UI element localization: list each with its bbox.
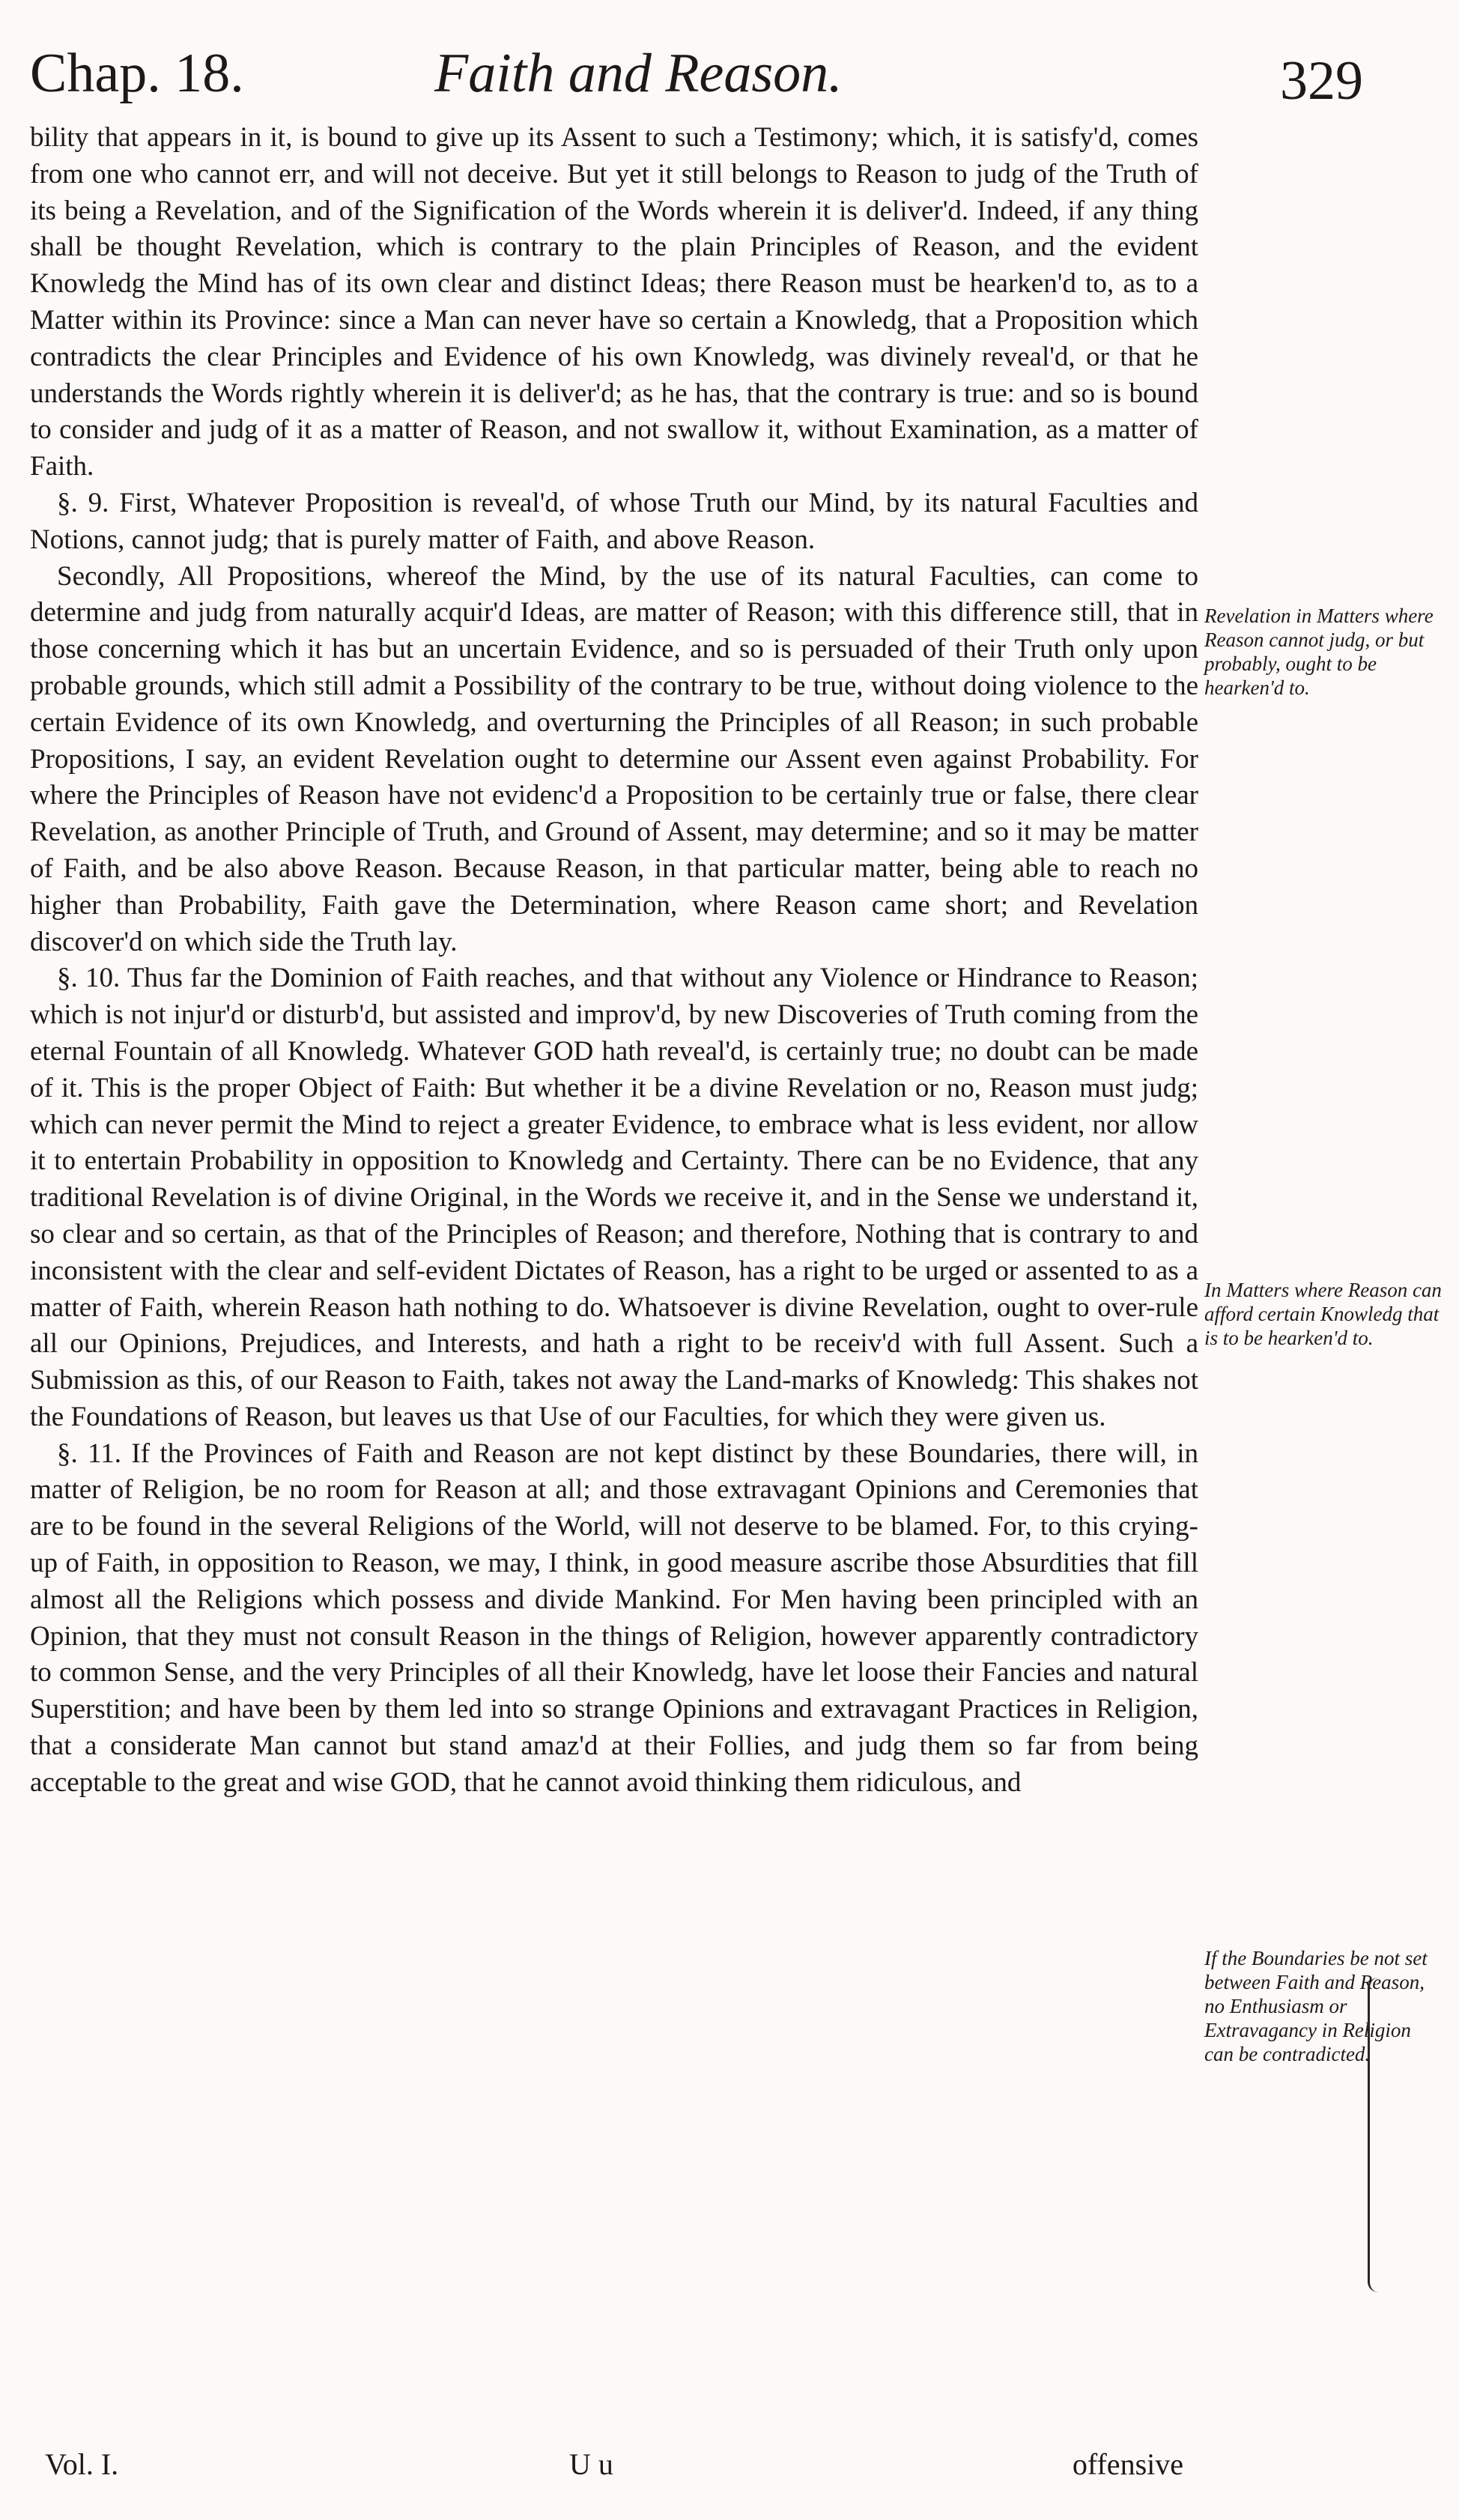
paragraph-section-11: §. 11. If the Provinces of Faith and Reason are not kept distinct by these Boundaries, there will, in matter of Religion, be no room for Reason at all; and those extravagant Opinions and Ceremonies that are to be found in the several Religions of the World, will not deserve to be blamed. For, to this crying-up of Faith, in opposition to Reason, we may, I think, in good measure ascribe those Absurdities that fill almost all the Religions which possess and divide Mankind. For Men having been principled with an Opinion, that they must not consult Reason in the things of Religion, however apparently contradictory to common Sense, and the very Principles of all their Knowledg, have let loose their Fancies and natural Superstition; and have been by them led into so strange Opinions and extravagant Practices in Religion, that a considerate Man cannot but stand amaz'd at their Follies, and judg them so far from being acceptable to the great and wise GOD, that he cannot avoid thinking them ridiculous, and bbox=[30, 1438, 1198, 1798]
margin-brace bbox=[1368, 1978, 1382, 2292]
volume-label: Vol. I. bbox=[45, 2447, 119, 2481]
paragraph-section-9: §. 9. First, Whatever Proposition is reveal'd, of whose Truth our Mind, by its natural Faculties and Notions, cannot judg; that is purely matter of Faith, and above Reason. bbox=[30, 487, 1198, 555]
margin-note-boundaries: If the Boundaries be not set between Faith and Reason, no Enthusiasm or Extravagancy in Religion can be contradicted. bbox=[1204, 1947, 1428, 2065]
paragraph-secondly: Secondly, All Propositions, whereof the Mind, by the use of its natural Faculties, can come to determine and judg from naturally acquir'd Ideas, are matter of Reason; with this difference still, that in those concerning which it has but an uncertain Evidence, and so is persuaded of their Truth only upon probable grounds, which still admit a Possibility of the contrary to be true, without doing violence to the certain Evidence of its own Knowledg, and overturning the Principles of all Reason; in such probable Propositions, I say, an evident Revelation ought to determine our Assent even against Probability. For where the Principles of Reason have not evidenc'd a Proposition to be certainly true or false, there clear Revelation, as another Principle of Truth, and Ground of Assent, may determine; and so it may be matter of Faith, and be also above Reason. Because Reason, in that particular matter, being able to reach no higher than Probability, Faith gave the Determination, where Reason came short; and Revelation discover'd on which side the Truth lay. bbox=[30, 560, 1198, 957]
page-number: 329 bbox=[1280, 50, 1363, 112]
margin-note-certain-knowledg: In Matters where Reason can afford certain Knowledg that is to be hearken'd to. bbox=[1204, 1279, 1442, 1349]
paragraph-section-10: §. 10. Thus far the Dominion of Faith reaches, and that without any Violence or Hindrance to Reason; which is not injur'd or disturb'd, but assisted and improv'd, by new Discoveries of Truth coming from the eternal Fountain of all Knowledg. Whatever GOD hath reveal'd, is certainly true; no doubt can be made of it. This is the proper Object of Faith: But whether it be a divine Revelation or no, Reason must judg; which can never permit the Mind to reject a greater Evidence, to embrace what is less evident, nor allow it to entertain Probability in opposition to Knowledg and Certainty. There can be no Evidence, that any traditional Revelation is of divine Original, in the Words we receive it, and in the Sense we understand it, so clear and so certain, as that of the Principles of Reason; and therefore, Nothing that is contrary to and inconsistent with the clear and self-evident Dictates of Reason, has a right to be urged or assented to as a matter of Faith, wherein Reason hath nothing to do. Whatsoever is divine Revelation, ought to over-rule all our Opinions, Prejudices, and Interests, and hath a right to be receiv'd with full Assent. Such a Submission as this, of our Reason to Faith, takes not away the Land-marks of Knowledg: This shakes not the Foundations of Reason, but leaves us that Use of our Faculties, for which they were given us. bbox=[30, 963, 1198, 1432]
running-title: Faith and Reason. bbox=[434, 43, 843, 104]
margin-note-revelation: Revelation in Matters where Reason cannot judg, or but probably, ought to be hearken'd to. bbox=[1204, 605, 1434, 699]
main-text bbox=[30, 120, 1198, 1802]
catchword: offensive bbox=[1072, 2447, 1183, 2481]
running-header bbox=[30, 36, 1363, 111]
chapter-heading: Chap. 18. bbox=[30, 43, 244, 104]
page-footer bbox=[30, 2442, 1198, 2487]
paragraph-intro: bility that appears in it, is bound to give up its Assent to such a Testimony; which, it is satisfy'd, comes from one who cannot err, and will not deceive. But yet it still belongs to Reason to judg of the Truth of its being a Revelation, and of the Signification of the Words wherein it is deliver'd. Indeed, if any thing shall be thought Revelation, which is contrary to the plain Principles of Reason, and the evident Knowledg the Mind has of its own clear and distinct Ideas; there Reason must be hearken'd to, as to a Matter within its Province: since a Man can never have so certain a Knowledg, that a Proposition which contradicts the clear Principles and Evidence of his own Knowledg, was divinely reveal'd, or that he understands the Words rightly wherein it is deliver'd; as he has, that the contrary is true: and so is bound to consider and judg of it as a matter of Reason, and not swallow it, without Examination, as a matter of Faith. bbox=[30, 122, 1198, 482]
signature-mark: U u bbox=[569, 2447, 613, 2481]
